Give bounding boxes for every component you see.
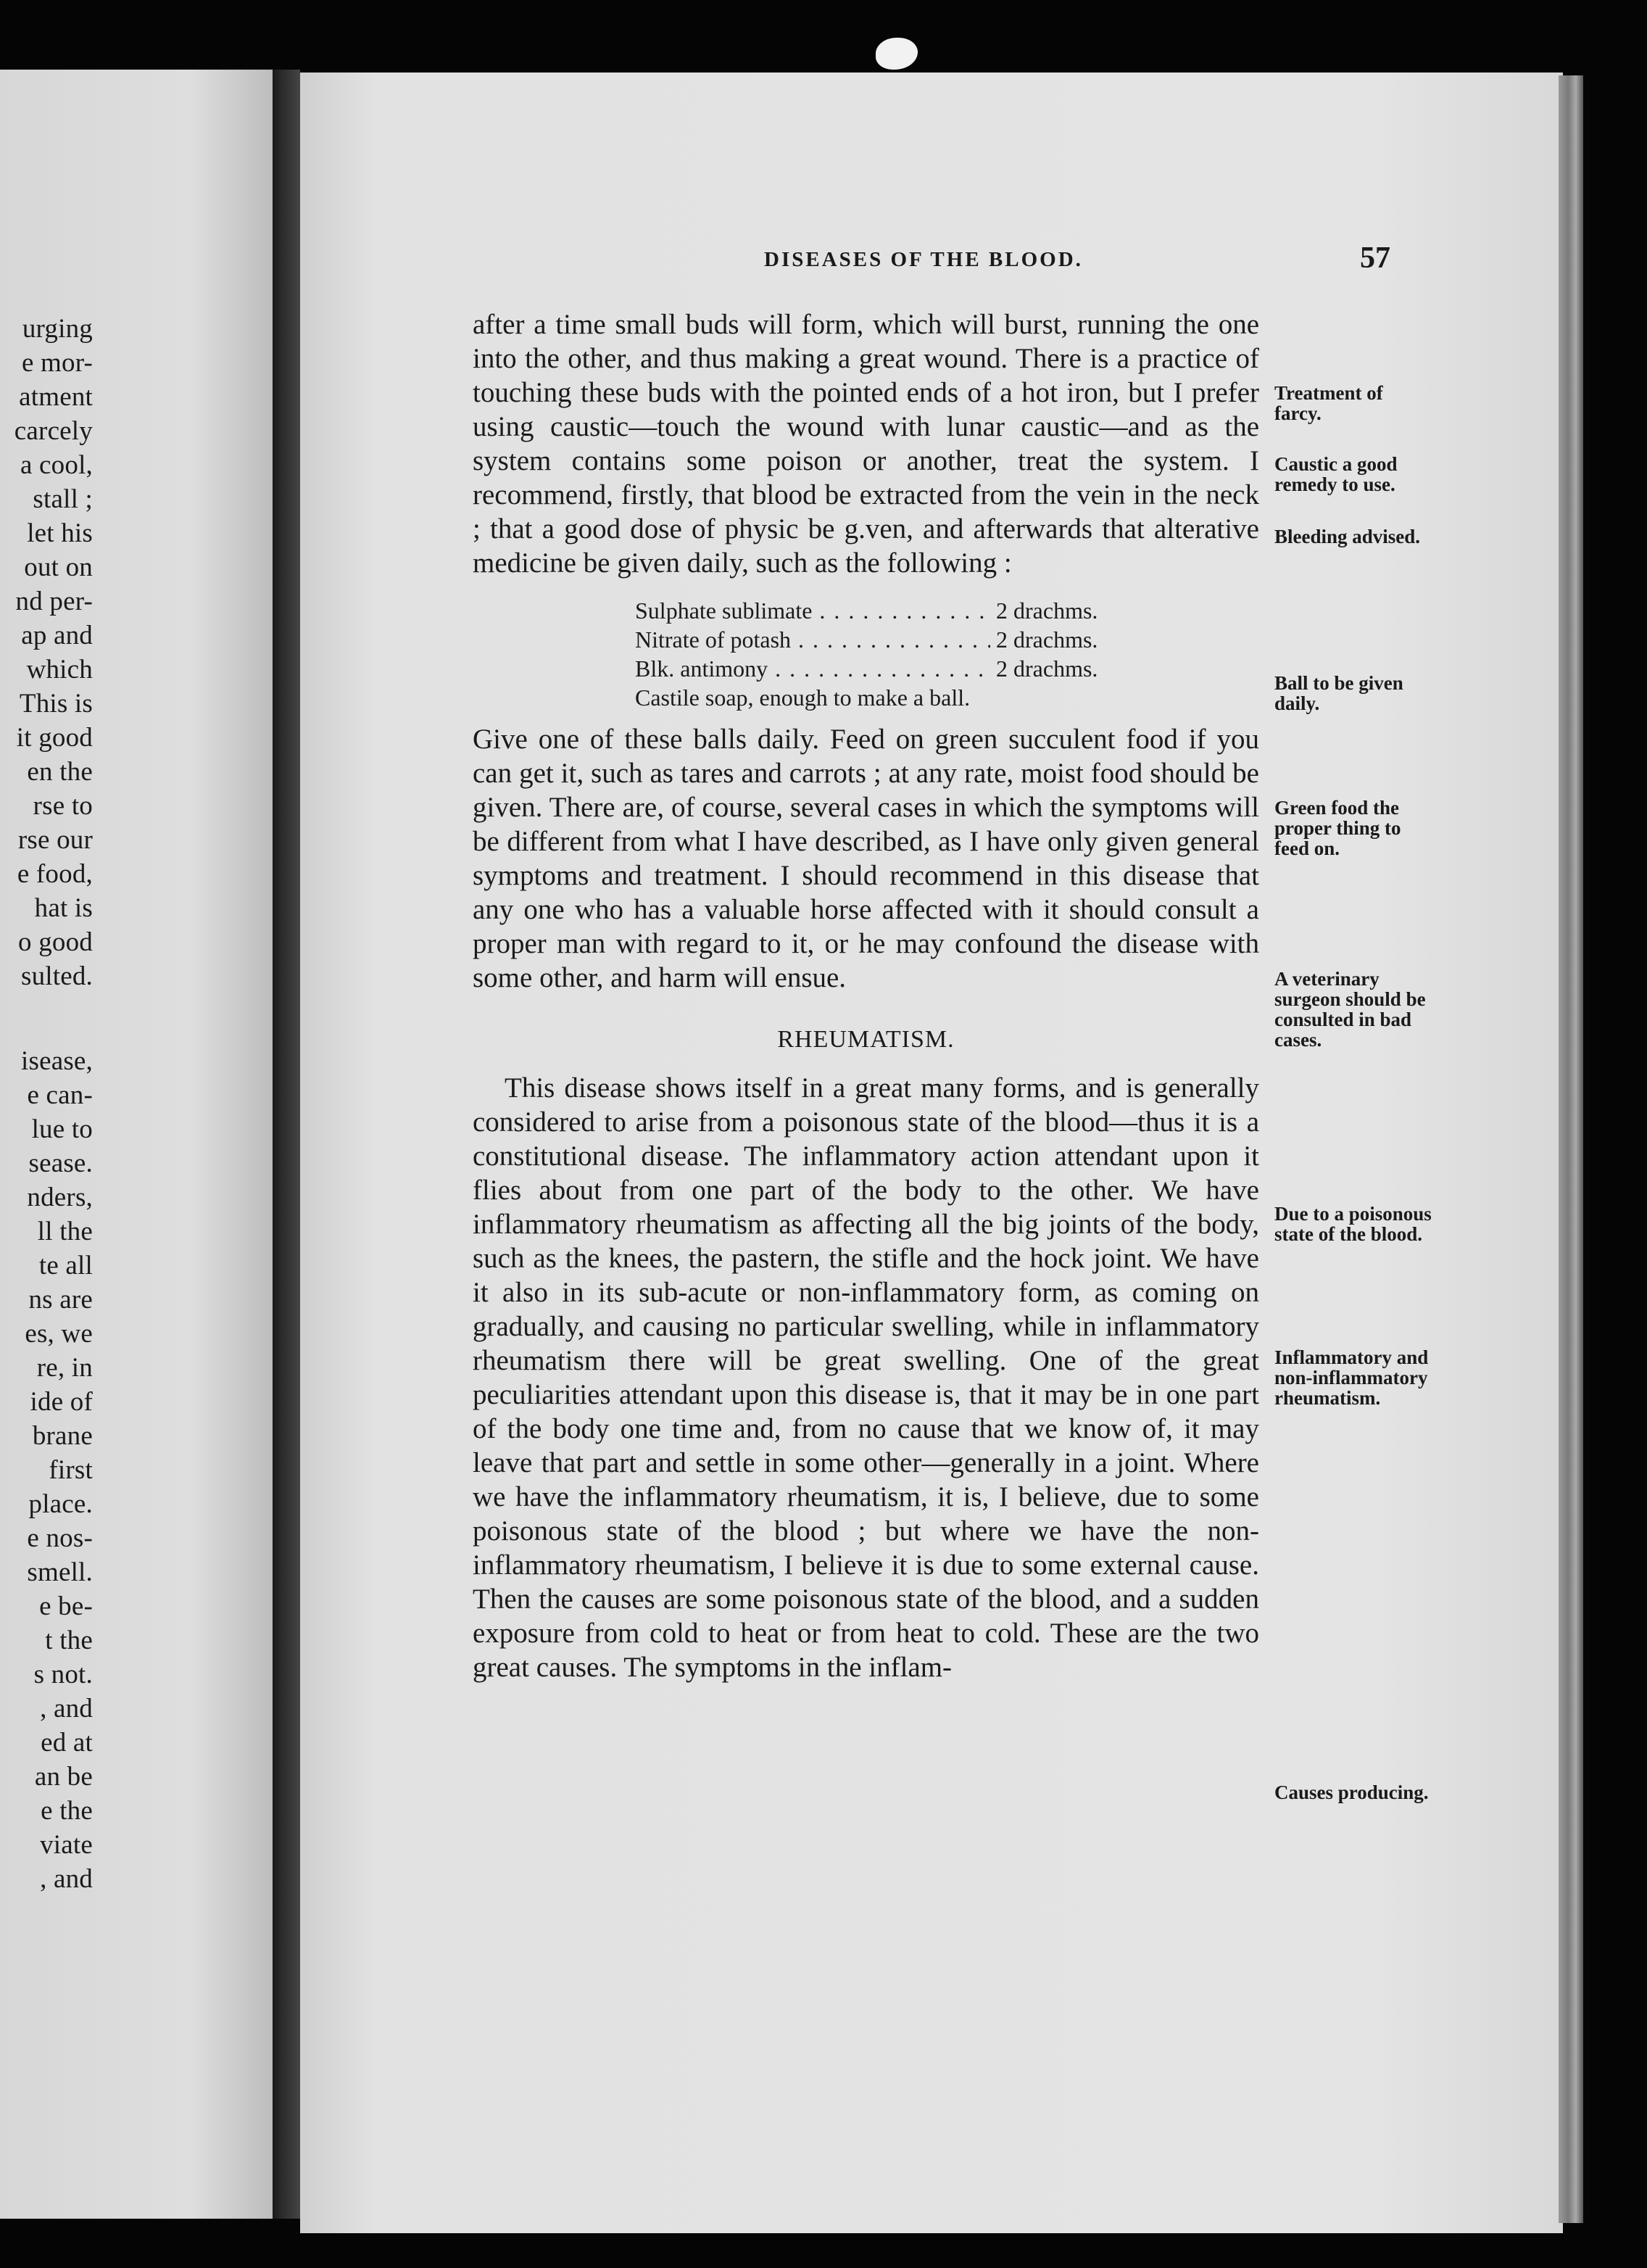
margin-note: Ball to be given daily.	[1274, 672, 1403, 714]
margin-note: Green food the proper thing to feed on.	[1274, 797, 1401, 859]
left-page-line: This is	[19, 689, 93, 719]
margin-note: Bleeding advised.	[1274, 526, 1421, 547]
left-page-line: viate	[40, 1830, 93, 1860]
left-page-line: brane	[32, 1421, 93, 1451]
left-page-line: smell.	[27, 1557, 93, 1587]
margin-note: Causes producing.	[1274, 1781, 1429, 1803]
left-page-line: en the	[27, 757, 93, 787]
paragraph-farcy-treatment: after a time small buds will form, which will burst, running the one into the other, and thus making a great wound. There is a practice of touching these buds with the pointed ends of a hot iron, but I prefer using caustic—touch the wound with lunar caustic—and as the system contains some poison or another, treat the system. I recommend, firstly, that blood be extracted from the vein in the neck ; that a good dose of physic be g.ven, and afterwards that alterative medicine be given daily, such as the following :	[473, 309, 1259, 579]
recipe-row	[635, 625, 1259, 654]
left-page-line: which	[26, 655, 93, 684]
left-page-line: isease,	[21, 1046, 93, 1076]
paper-tear	[876, 38, 918, 70]
margin-note: Treatment of farcy.	[1274, 382, 1383, 424]
ingredient-name: Nitrate of potash . . .	[635, 625, 990, 654]
left-page-line: t the	[45, 1626, 93, 1655]
left-page-line: , and	[40, 1864, 93, 1894]
left-page-line: , and	[40, 1694, 93, 1723]
left-page-line: rse our	[17, 825, 93, 855]
paragraph-rheumatism: This disease shows itself in a great many forms, and is generally considered to arise from a poisonous state of the blood—thus it is a constitutional disease. The inflammatory action attendant upon it flies about from one part of the body to the other. We have inflammatory rheumatism as affecting all the big joints of the body, such as the knees, the pastern, the stifle and the hock joint. We have it also in its sub-acute or non-inflammatory form, as coming on gradually, and causing no particular swelling, while in inflammatory rheumatism there will be great swelling. One of the great peculiarities attendant upon this disease is, that it may be in one part of the body one time and, from no cause that we know of, it may leave that part and settle in some other—generally in a joint. Where we have the inflammatory rheumatism, it is, I believe, due to some poisonous state of the blood ; but where we have the non-inflammatory rheumatism, I believe it is due to some external cause. Then the causes are some poisonous state of the blood, and a sudden exposure from cold to heat or from heat to cold. These are the two great causes. The symptoms in the inflam-	[473, 1072, 1259, 1683]
section-heading: RHEUMATISM.	[777, 1026, 955, 1053]
left-page-line: place.	[28, 1489, 93, 1519]
margin-note: Due to a poisonous state of the blood.	[1274, 1203, 1432, 1245]
left-page-line: first	[49, 1455, 93, 1485]
left-page-line: s not.	[33, 1660, 93, 1689]
left-page-line: rse to	[33, 791, 93, 821]
left-page-line: e food,	[17, 859, 93, 889]
left-page-line: atment	[19, 382, 93, 412]
margin-note: Inflammatory and non-inflammatory rheumatism.	[1274, 1346, 1429, 1409]
left-page-line: e nos-	[27, 1523, 93, 1553]
left-page-line: es, we	[25, 1319, 93, 1349]
left-page-line: sease.	[28, 1149, 93, 1178]
left-page-line: ap and	[21, 621, 93, 650]
left-page-line: hat is	[34, 893, 93, 923]
left-page-line: stall ;	[33, 484, 93, 514]
left-page-line: e be-	[39, 1592, 93, 1621]
left-page-line: sulted.	[20, 961, 93, 991]
recipe-row	[635, 596, 1259, 625]
book-gutter	[273, 70, 300, 2219]
left-page-line: o good	[18, 927, 93, 957]
paragraph-feeding: Give one of these balls daily. Feed on green succulent food if you can get it, such as tares and carrots ; at any rate, moist food should be given. There are, of course, several cases in which the symptoms will be different from what I have described, as I have only given general symptoms and treatment. I should recommend in this disease that any one who has a valuable horse affected with it should consult a proper man with regard to it, or he may confound the disease with some other, and harm will ensue.	[473, 724, 1259, 993]
margin-note: A veterinary surgeon should be consulted in bad cases.	[1274, 968, 1426, 1051]
ingredient-quantity: 2 drachms.	[996, 597, 1098, 624]
main-text	[473, 307, 1259, 1684]
left-page-line: nd per-	[15, 587, 93, 616]
ingredient-quantity: 2 drachms.	[996, 655, 1098, 682]
page-number: 57	[1360, 241, 1390, 275]
left-page-line: let his	[27, 518, 93, 548]
left-page-line: a cool,	[20, 450, 93, 480]
left-facing-page	[0, 70, 273, 2219]
left-page-line: te all	[38, 1251, 93, 1280]
left-page-line: ide of	[30, 1387, 93, 1417]
left-page-line: ns are	[28, 1285, 93, 1315]
ingredient-quantity: 2 drachms.	[996, 626, 1098, 653]
left-page-line: urging	[22, 314, 93, 344]
left-page-line: nders,	[27, 1183, 93, 1212]
ingredient-name: Sulphate sublimate . . .	[635, 596, 990, 625]
left-page-line: lue to	[31, 1114, 93, 1144]
left-page-line: out on	[24, 552, 93, 582]
ingredient-name: Blk. antimony . . .	[635, 654, 990, 683]
left-page-line: e the	[41, 1796, 93, 1826]
left-page-line: ed at	[41, 1728, 93, 1758]
left-page-line: an be	[34, 1762, 93, 1792]
recipe-row	[635, 654, 1259, 683]
recipe-final-line: Castile soap, enough to make a ball.	[635, 684, 971, 711]
left-page-line: carcely	[14, 416, 93, 446]
left-page-line: re, in	[36, 1353, 93, 1383]
left-page-line: ll the	[37, 1217, 93, 1246]
margin-note: Caustic a good remedy to use.	[1274, 453, 1398, 495]
page-edge	[1559, 75, 1583, 2223]
recipe-block	[635, 596, 1259, 712]
left-page-line: e can-	[27, 1080, 93, 1110]
left-page-line: e mor-	[21, 348, 93, 378]
running-head: DISEASES OF THE BLOOD.	[764, 248, 1083, 271]
left-page-line: it good	[16, 723, 93, 753]
